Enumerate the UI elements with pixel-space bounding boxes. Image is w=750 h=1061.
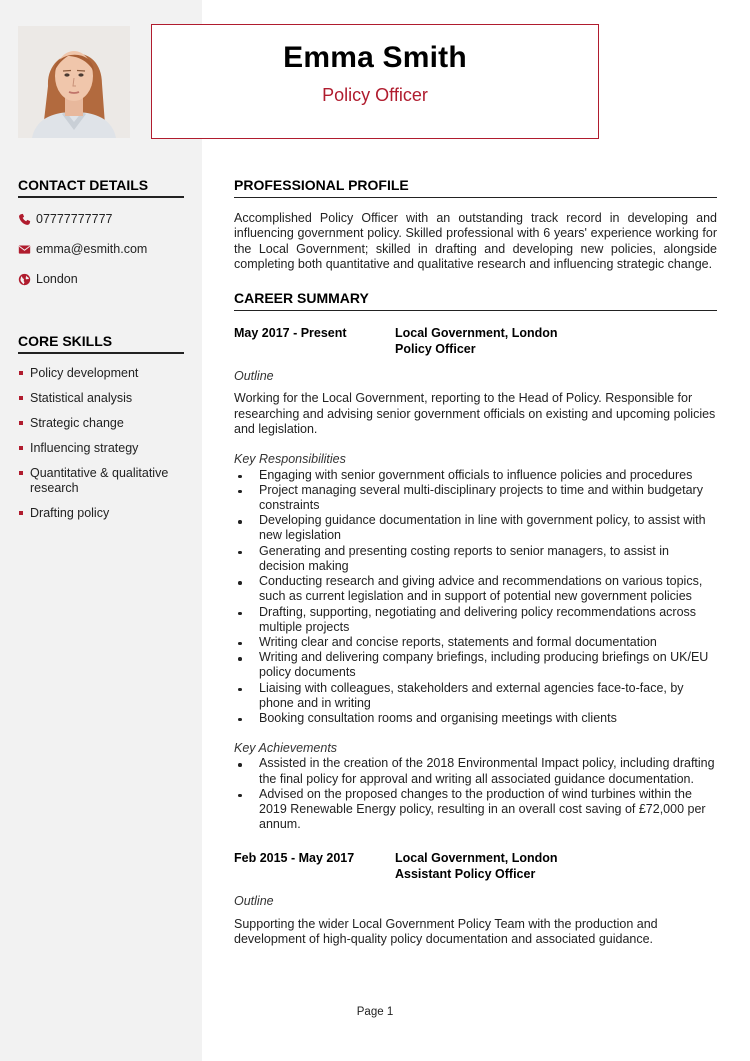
responsibility-item: Liaising with colleagues, stakeholders and external agencies face-to-face, by phone and in writing [234,681,717,711]
skill-item: Quantitative & qualitative research [18,466,184,496]
profile-title: PROFESSIONAL PROFILE [234,177,717,198]
job-employer: Local Government, London [395,851,558,866]
portrait-image [18,26,130,138]
main-content [234,177,717,947]
achievement-item: Assisted in the creation of the 2018 Environmental Impact policy, including drafting the final policy for approval and writing all associated guidance documentation. [234,756,717,786]
job-dates: May 2017 - Present [234,326,347,341]
responsibility-item: Booking consultation rooms and organising meetings with clients [234,711,717,726]
skill-item: Influencing strategy [18,441,184,456]
job-entry [234,851,717,947]
responsibility-item: Writing clear and concise reports, statements and formal documentation [234,635,717,650]
profile-text: Accomplished Policy Officer with an outstanding track record in developing and influencing government policy. Skilled professional with 6 years' experience working for the Local Government; skilled in drafting and developing new policies, alongside completing both quantitative and qualitative research and influencing strategic change. [234,211,717,271]
job-header [234,326,717,357]
achievement-item: Advised on the proposed changes to the production of wind turbines within the 2019 Renewable Energy policy, resulting in an overall cost saving of £72,000 per annum. [234,787,717,833]
contact-email [18,241,184,257]
responsibility-item: Drafting, supporting, negotiating and delivering policy recommendations across multiple projects [234,605,717,635]
skill-item: Strategic change [18,416,184,431]
skills-title: CORE SKILLS [18,333,184,354]
achievements-list [234,756,717,832]
responsibility-item: Engaging with senior government officials to influence policies and procedures [234,468,717,483]
envelope-icon [18,243,31,256]
globe-icon [18,273,31,286]
location-text: London [36,272,78,286]
job-outline: Supporting the wider Local Government Policy Team with the production and development of high-quality policy documentation and associated guidance. [234,916,658,947]
phone-icon [18,213,31,226]
contact-section [18,177,184,287]
page-number: Page 1 [356,1006,394,1018]
skill-item: Statistical analysis [18,391,184,406]
phone-text: 07777777777 [36,212,113,226]
job-header [234,851,717,882]
outline-label: Outline [234,894,274,909]
contact-location [18,271,184,287]
skill-item: Policy development [18,366,184,381]
responsibility-item: Writing and delivering company briefings, including producing briefings on UK/EU policy documents [234,650,717,680]
skills-section [18,333,184,531]
career-title: CAREER SUMMARY [234,290,717,311]
email-text: emma@esmith.com [36,242,148,256]
job-position: Policy Officer [395,341,476,356]
responsibilities-list [234,468,717,726]
responsibilities-label: Key Responsibilities [234,452,346,467]
profile-photo [18,26,130,138]
responsibility-item: Conducting research and giving advice and recommendations on various topics, such as current legislation and in support of potential new government policies [234,574,717,604]
job-position: Assistant Policy Officer [395,866,536,881]
achievements-label: Key Achievements [234,741,338,756]
candidate-role: Policy Officer [322,85,428,105]
contact-title: CONTACT DETAILS [18,177,184,198]
job-dates: Feb 2015 - May 2017 [234,851,355,866]
responsibility-item: Developing guidance documentation in line with government policy, to assist with new legislation [234,513,717,543]
candidate-name: Emma Smith [283,41,467,74]
header-box [151,24,599,139]
skill-item: Drafting policy [18,506,184,521]
responsibility-item: Project managing several multi-disciplinary projects to time and within budgetary constraints [234,483,717,513]
responsibility-item: Generating and presenting costing reports to senior managers, to assist in decision making [234,544,717,574]
contact-phone [18,211,184,227]
job-outline: Working for the Local Government, reporting to the Head of Policy. Responsible for researching and advising senior government officials on existing and upcoming policies and legislation. [234,391,716,437]
outline-label: Outline [234,369,274,384]
job-employer: Local Government, London [395,326,558,341]
job-entry [234,326,717,832]
skills-list [18,366,184,521]
